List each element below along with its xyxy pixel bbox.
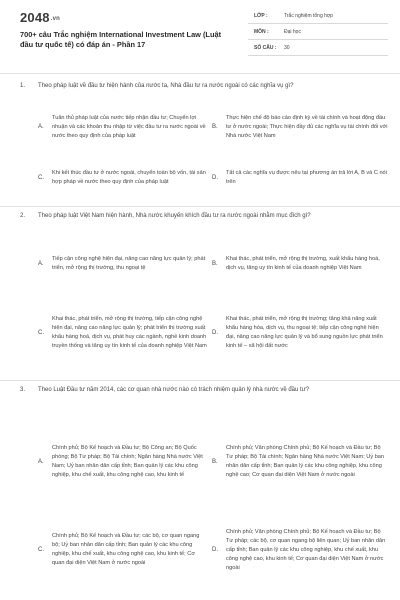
question-text: Theo Luật Đầu tư năm 2014, các cơ quan nhà nước nào có trách nhiệm quản lý nhà nước về đầu tư? [38,387,310,393]
answer-option-d[interactable] [212,156,388,200]
option-letter: D. [212,547,218,553]
document-title: 700+ câu Trắc nghiệm International Investment Law (Luật đầu tư quốc tế) có đáp án - Phần 17 [20,30,222,49]
option-letter: A. [38,459,44,465]
option-text: Khai thác, phát triển, mở rộng thị trường, xuất khẩu hàng hoá, dịch vụ, tăng uy tín kinh tế của doanh nghiệp Việt Nam [226,256,380,271]
answer-option-d[interactable] [212,508,388,592]
question-text: Theo pháp luật Việt Nam hiện hành, Nhà nước khuyến khích đầu tư ra nước ngoài nhằm mục đích gì? [38,213,311,219]
answer-option-b[interactable] [212,420,388,504]
question-3 [20,386,388,395]
question-number: 1. [20,83,26,89]
option-letter: C. [38,330,44,336]
question-1 [20,82,388,91]
option-letter: B. [212,124,218,130]
divider [0,73,400,74]
divider [0,380,400,381]
info-value: Đại học [284,28,301,35]
info-label: MÔN : [254,28,269,35]
option-text: Tiếp cận công nghệ hiện đại, nâng cao năng lực quản lý; phát triển, mở rộng thị trường, thu ngoại tệ [52,256,206,271]
site-logo[interactable] [20,10,60,25]
answer-option-a[interactable] [38,420,208,504]
info-row-count [248,40,388,56]
answer-option-c[interactable] [38,290,208,376]
option-text: Khai thác, phát triển, mở rộng thị trường; tăng khả năng xuất khẩu hàng hóa, dịch vụ, thu ngoại tệ; tiếp cận công nghệ hiện đại, nâng cao năng lực quản lý và bổ sung nguồn lực phát triển kinh tế – xã hội đất nước [226,316,383,349]
answer-option-d[interactable] [212,290,388,376]
logo-suffix: .vn [50,15,61,22]
option-letter: D. [212,175,218,181]
answer-option-a[interactable] [38,102,208,152]
option-letter: B. [212,459,218,465]
answer-option-b[interactable] [212,102,388,152]
question-text: Theo pháp luật về đầu tư hiện hành của nước ta, Nhà đầu tư ra nước ngoài có các nghĩa vụ gì? [38,83,294,89]
option-text: Chính phủ; Văn phòng Chính phủ; Bộ Kế hoạch và Đầu tư; Bộ Tư pháp; các bộ, cơ quan ngang bộ liên quan; Uỷ ban nhân dân cấp tỉnh; Ban quản lý các khu công nghiệp, khu chế xuất, khu công nghệ cao, khu kinh tế; Cơ quan đại diện Việt Nam ở nước ngoài [226,528,386,571]
page-header [0,0,400,62]
answer-option-a[interactable] [38,240,208,288]
option-letter: B. [212,261,218,267]
option-text: Thực hiện chế độ báo cáo định kỳ về tài chính và hoạt động đầu tư ở nước ngoài; Thực hiện đầy đủ các nghĩa vụ tài chính đối với Nhà nước Việt Nam [226,114,388,139]
option-letter: D. [212,330,218,336]
option-text: Tất cả các nghĩa vụ được nêu tại phương án trả lời A, B và C nói trên [226,170,387,185]
option-text: Chính phủ; Văn phòng Chính phủ; Bộ Kế hoạch và Đầu tư; Bộ Tư pháp; Bộ Tài chính; Ngân hàng Nhà nước Việt Nam; Uỷ ban nhân dân cấp tỉnh; Ban quản lý các khu công nghiệp, khu công nghệ cao; Cơ quan đại diện Việt Nam ở nước ngoài [226,445,385,478]
option-text: Khi kết thúc đầu tư ở nước ngoài, chuyển toàn bộ vốn, tài sản hợp pháp về nước theo quy định của pháp luật [52,170,206,185]
option-text: Chính phủ; Bộ Kế hoạch và Đầu tư; các bộ, cơ quan ngang bộ; Uỷ ban nhân dân cấp tỉnh; Ban quản lý các khu công nghiệp, khu chế xuất, khu công nghệ cao, khu kinh tế; Cơ quan đại diện Việt Nam ở nước ngoài [52,533,200,566]
option-letter: C. [38,175,44,181]
option-letter: A. [38,124,44,130]
info-label: SỐ CÂU : [254,44,277,51]
answer-option-c[interactable] [38,510,208,590]
option-text: Chính phủ; Bộ Kế hoạch và Đầu tư; Bộ Công an; Bộ Quốc phòng; Bộ Tư pháp; Bộ Tài chính; Ngân hàng Nhà nước Việt Nam; Uỷ ban nhân dân cấp tỉnh; Ban quản lý các khu công nghiệp, khu chế xuất, khu công nghệ cao, khu kinh tế [52,445,203,478]
option-letter: C. [38,547,44,553]
question-number: 3. [20,387,26,393]
info-value: Trắc nghiệm tổng hợp [284,12,333,19]
option-text: Khai thác, phát triển, mở rộng thị trường, tiếp cận công nghệ hiện đại, nâng cao năng lực quản lý; phát triển thị trường xuất khẩu hàng hoá, dịch vụ, phát huy các ngành, nghề kinh doanh truyền thống và tăng uy tín kinh tế của doanh nghiệp Việt Nam [52,316,207,349]
answer-option-b[interactable] [212,240,388,288]
option-letter: A. [38,261,44,267]
logo-main: 2048 [20,10,50,25]
info-value: 30 [284,44,290,51]
question-2 [20,212,388,221]
option-text: Tuân thủ pháp luật của nước tiếp nhận đầu tư; Chuyển lợi nhuận và các khoản thu nhập từ việc đầu tư ra nước ngoài về nước theo quy định của pháp luật [52,114,206,139]
info-label: LỚP : [254,12,268,19]
info-row-subject [248,24,388,40]
info-row-class [248,8,388,24]
answer-option-c[interactable] [38,156,208,200]
divider [0,206,400,207]
question-number: 2. [20,213,26,219]
info-table [248,8,388,56]
